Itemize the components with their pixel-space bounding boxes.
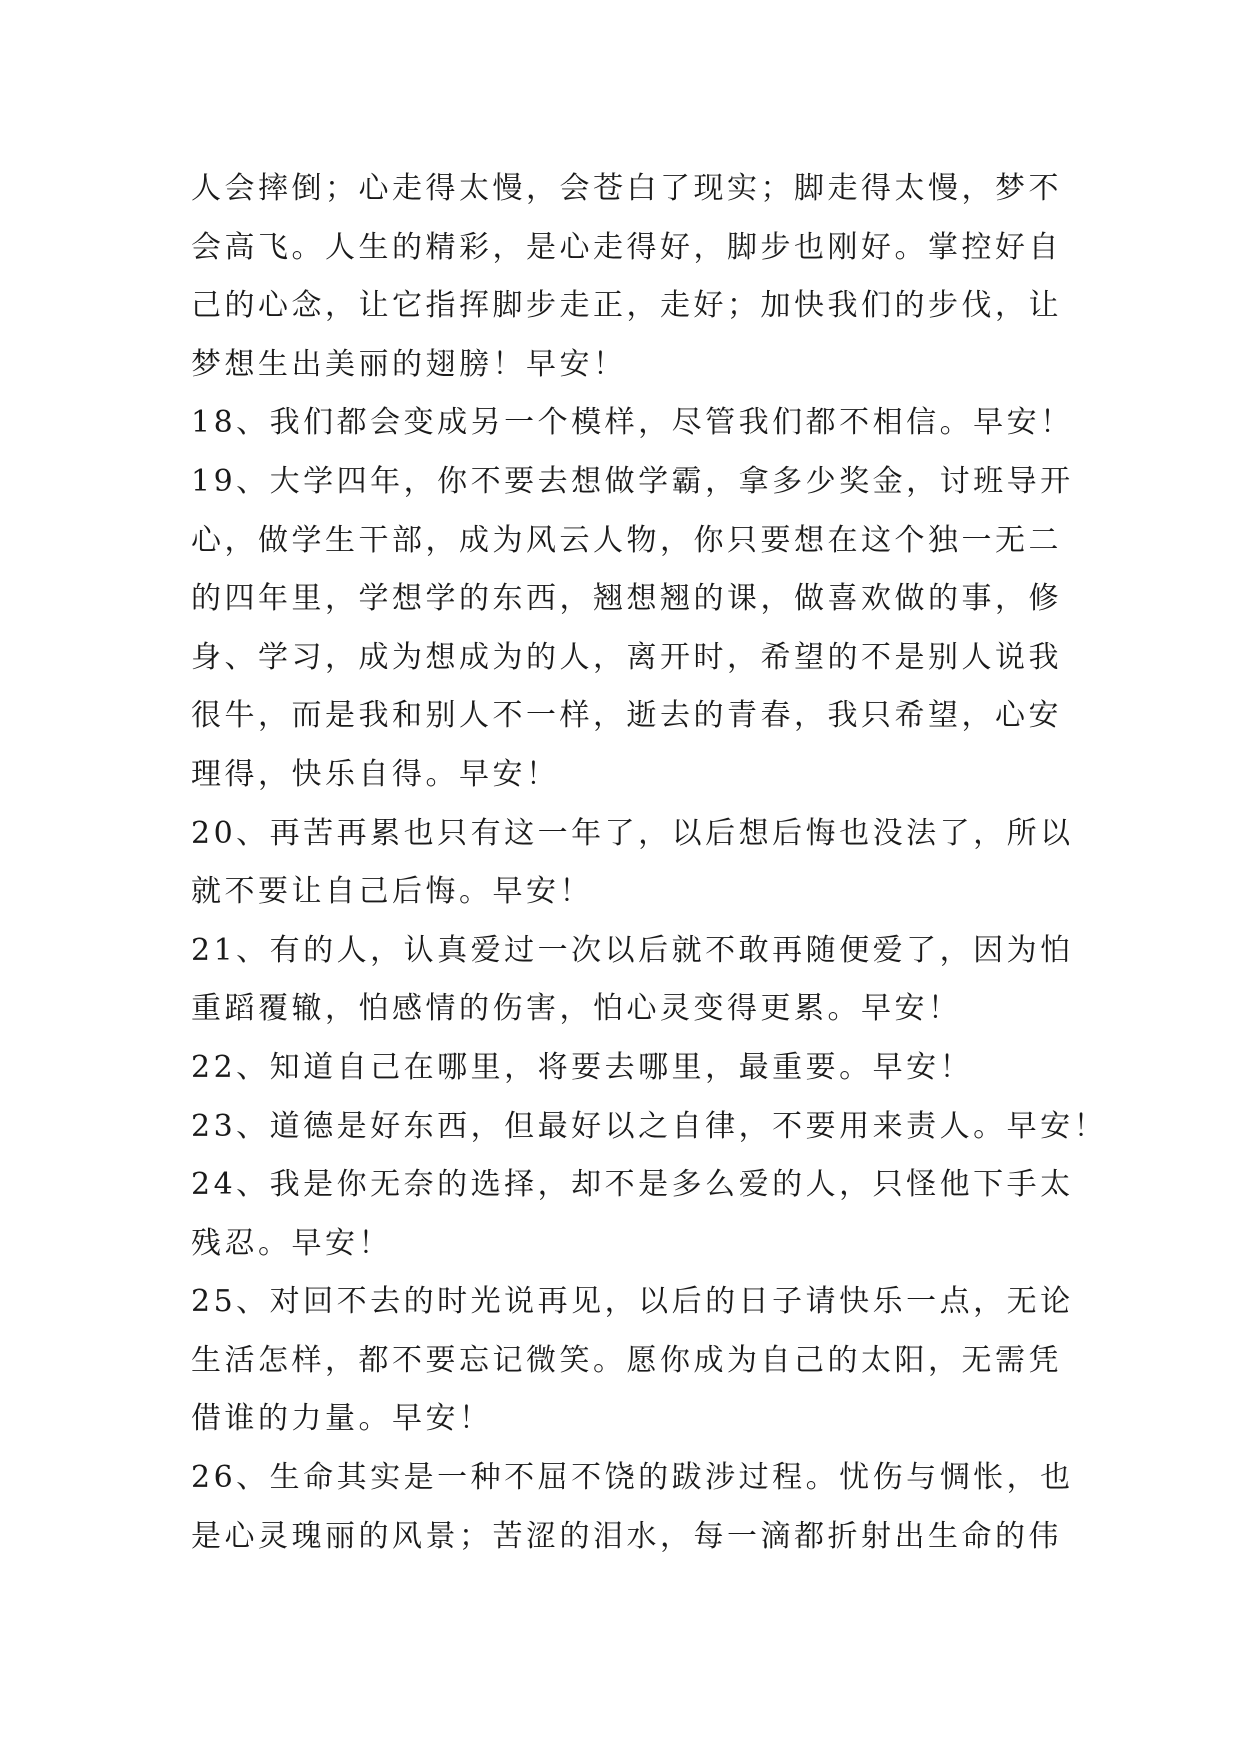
text-line: 26、生命其实是一种不屈不饶的跋涉过程。忧伤与惆怅，也	[191, 1460, 1074, 1496]
text-line: 21、有的人，认真爱过一次以后就不敢再随便爱了，因为怕	[191, 932, 1074, 968]
text-line: 身、学习，成为想成为的人，离开时，希望的不是别人说我	[191, 639, 1062, 675]
document-body	[191, 160, 1108, 1566]
text-line: 梦想生出美丽的翅膀！早安！	[191, 346, 627, 382]
text-line: 20、再苦再累也只有这一年了，以后想后悔也没法了，所以	[191, 815, 1074, 851]
text-line: 重蹈覆辙，怕感情的伤害，怕心灵变得更累。早安！	[191, 991, 962, 1027]
text-line: 22、知道自己在哪里，将要去哪里，最重要。早安！	[191, 1049, 974, 1085]
text-line: 生活怎样，都不要忘记微笑。愿你成为自己的太阳，无需凭	[191, 1342, 1062, 1378]
text-line: 19、大学四年，你不要去想做学霸，拿多少奖金，讨班导开	[191, 463, 1074, 499]
text-line: 人会摔倒；心走得太慢，会苍白了现实；脚走得太慢，梦不	[191, 171, 1062, 206]
text-line: 很牛，而是我和别人不一样，逝去的青春，我只希望，心安	[191, 698, 1062, 734]
text-line: 残忍。早安！	[191, 1225, 392, 1261]
text-line: 是心灵瑰丽的风景；苦涩的泪水，每一滴都折射出生命的伟	[191, 1518, 1062, 1554]
text-line: 的四年里，学想学的东西，翘想翘的课，做喜欢做的事，修	[191, 581, 1062, 617]
text-line: 心，做学生干部，成为风云人物，你只要想在这个独一无二	[191, 522, 1062, 558]
text-line: 18、我们都会变成另一个模样，尽管我们都不相信。早安！	[191, 405, 1074, 441]
text-line: 24、我是你无奈的选择，却不是多么爱的人，只怪他下手太	[191, 1167, 1074, 1203]
text-line: 借谁的力量。早安！	[191, 1401, 493, 1437]
text-line: 就不要让自己后悔。早安！	[191, 874, 593, 910]
text-line: 理得，快乐自得。早安！	[191, 756, 560, 792]
text-line: 会高飞。人生的精彩，是心走得好，脚步也刚好。掌控好自	[191, 229, 1062, 265]
text-line: 己的心念，让它指挥脚步走正，走好；加快我们的步伐，让	[191, 288, 1062, 324]
text-line: 23、道德是好东西，但最好以之自律，不要用来责人。早安！	[191, 1108, 1108, 1144]
text-line: 25、对回不去的时光说再见，以后的日子请快乐一点，无论	[191, 1284, 1074, 1320]
